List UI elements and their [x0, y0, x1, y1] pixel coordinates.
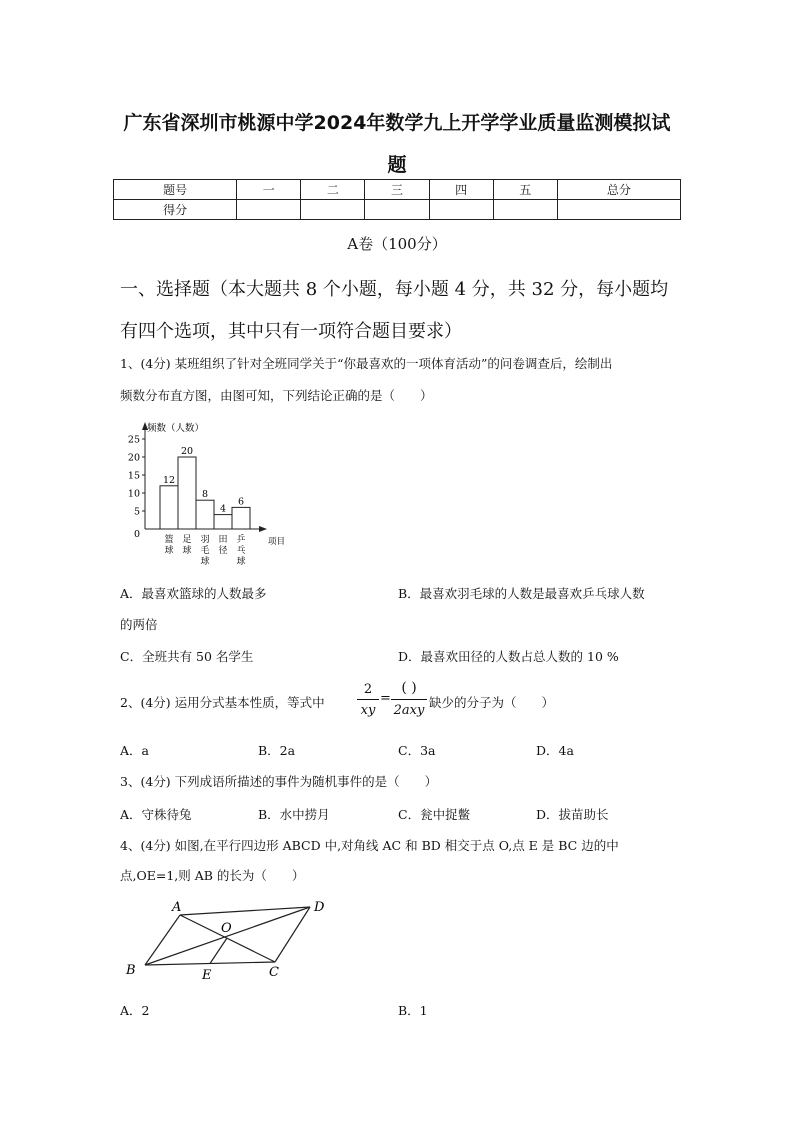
category-label: 篮 — [164, 535, 174, 545]
label-c: C — [269, 965, 279, 980]
q3-option-d[interactable]: D．拔苗助长 — [536, 807, 609, 822]
x-axis-label: 项目 — [268, 537, 286, 547]
score-header-cell: 四 — [429, 180, 493, 200]
label-b: B — [126, 963, 136, 978]
category-label: 毛 — [200, 546, 210, 556]
q1-stem-line2: 频数分布直方图，由图可知，下列结论正确的是（ ） — [120, 388, 433, 403]
paper-part-heading: A卷（100分） — [347, 235, 447, 253]
category-label: 球 — [164, 546, 174, 556]
score-row-label: 得分 — [114, 200, 237, 220]
score-cell[interactable] — [365, 200, 429, 220]
score-header-cell: 总分 — [557, 180, 680, 200]
q3-option-c[interactable]: C．瓮中捉鳖 — [398, 807, 471, 822]
category-label: 田 — [218, 535, 228, 545]
score-cell[interactable] — [557, 200, 680, 220]
y-tick-label: 10 — [127, 488, 140, 500]
bar-value-label: 6 — [237, 496, 245, 508]
q4-option-a[interactable]: A．2 — [120, 1003, 150, 1018]
q1-option-b-cont: 的两倍 — [120, 617, 158, 632]
q4-parallelogram-figure — [115, 892, 345, 987]
q2-stem-suffix: 缺少的分子为（ ） — [429, 695, 555, 710]
q3-option-b[interactable]: B．水中捞月 — [258, 807, 330, 822]
category-label: 球 — [236, 557, 246, 567]
y-tick-label: 5 — [133, 506, 140, 518]
bar-value-label: 8 — [201, 489, 209, 501]
score-header-cell: 一 — [237, 180, 301, 200]
q3-stem: 3、(4分) 下列成语所描述的事件为随机事件的是（ ） — [120, 774, 438, 789]
score-table — [113, 179, 681, 220]
score-cell[interactable] — [301, 200, 365, 220]
y-axis-label: 频数（人数） — [147, 423, 205, 434]
score-table-score-row — [114, 200, 681, 220]
page-title-line2: 题 — [387, 154, 407, 176]
histogram-bar — [160, 486, 178, 529]
category-label: 乒 — [236, 535, 246, 545]
page-title-line1: 广东省深圳市桃源中学2024年数学九上开学学业质量监测模拟试 — [123, 112, 671, 134]
category-label: 羽 — [200, 535, 210, 545]
score-cell[interactable] — [429, 200, 493, 220]
q3-option-a[interactable]: A．守株待兔 — [120, 807, 192, 822]
q1-option-c[interactable]: C．全班共有 50 名学生 — [120, 649, 254, 664]
histogram-bar — [214, 515, 232, 529]
q1-histogram — [125, 418, 295, 578]
score-cell[interactable] — [493, 200, 557, 220]
histogram-bar — [178, 457, 196, 529]
q2-frac2-bar — [391, 699, 427, 700]
q2-option-c[interactable]: C．3a — [398, 743, 436, 758]
category-label: 球 — [182, 546, 192, 556]
label-e: E — [202, 968, 212, 983]
y-tick-label: 0 — [133, 529, 140, 540]
q2-stem-prefix: 2、(4分) 运用分式基本性质，等式中 — [120, 695, 325, 710]
section1-heading-line2: 有四个选项，其中只有一项符合题目要求） — [120, 321, 462, 342]
category-label: 乓 — [236, 546, 246, 556]
side-ba — [145, 915, 180, 965]
bar-value-label: 20 — [180, 446, 194, 457]
label-o: O — [221, 921, 232, 936]
q2-frac1-bar — [357, 699, 379, 700]
label-d: D — [314, 900, 325, 915]
y-tick-label: 20 — [127, 452, 140, 464]
category-label: 足 — [182, 535, 192, 545]
q2-option-a[interactable]: A．a — [120, 743, 149, 758]
score-header-cell: 题号 — [114, 180, 237, 200]
category-label: 球 — [200, 557, 210, 567]
bar-value-label: 12 — [162, 474, 176, 486]
q1-option-d[interactable]: D．最喜欢田径的人数占总人数的 10 % — [398, 649, 619, 664]
histogram-bar — [232, 507, 250, 529]
score-table-header-row — [114, 180, 681, 200]
q2-frac1-denominator: xy — [360, 703, 376, 718]
q1-option-a[interactable]: A．最喜欢篮球的人数最多 — [120, 586, 267, 601]
x-axis-arrow — [259, 526, 267, 532]
bar-value-label: 4 — [219, 503, 227, 515]
y-tick-label: 25 — [127, 434, 140, 446]
score-header-cell: 二 — [301, 180, 365, 200]
q2-equals: = — [380, 691, 391, 706]
q2-frac2-denominator: 2axy — [393, 703, 425, 718]
q4-option-b[interactable]: B．1 — [398, 1003, 428, 1018]
q1-stem-line1: 1、(4分) 某班组织了针对全班同学关于“你最喜欢的一项体育活动”的问卷调查后，绘制出 — [120, 356, 613, 371]
score-header-cell: 三 — [365, 180, 429, 200]
q1-option-b[interactable]: B．最喜欢羽毛球的人数是最喜欢乒乓球人数 — [398, 586, 645, 601]
section1-heading-line1: 一、选择题（本大题共 8 个小题，每小题 4 分，共 32 分，每小题均 — [120, 279, 669, 300]
q4-stem-line2: 点,OE=1,则 AB 的长为（ ） — [120, 868, 305, 883]
label-a: A — [172, 900, 182, 915]
q4-stem-line1: 4、(4分) 如图,在平行四边形 ABCD 中,对角线 AC 和 BD 相交于点 O,点 E 是 BC 边的中 — [120, 838, 619, 853]
diagonal-bd — [145, 907, 310, 965]
q2-frac2-numerator: ( ) — [401, 680, 417, 696]
score-header-cell: 五 — [493, 180, 557, 200]
histogram-bar — [196, 500, 214, 529]
q2-option-d[interactable]: D．4a — [536, 743, 574, 758]
q2-option-b[interactable]: B．2a — [258, 743, 296, 758]
y-tick-label: 15 — [127, 470, 140, 482]
side-dc — [275, 907, 310, 962]
q2-frac1-numerator: 2 — [363, 682, 373, 697]
score-cell[interactable] — [237, 200, 301, 220]
category-label: 径 — [218, 546, 228, 556]
